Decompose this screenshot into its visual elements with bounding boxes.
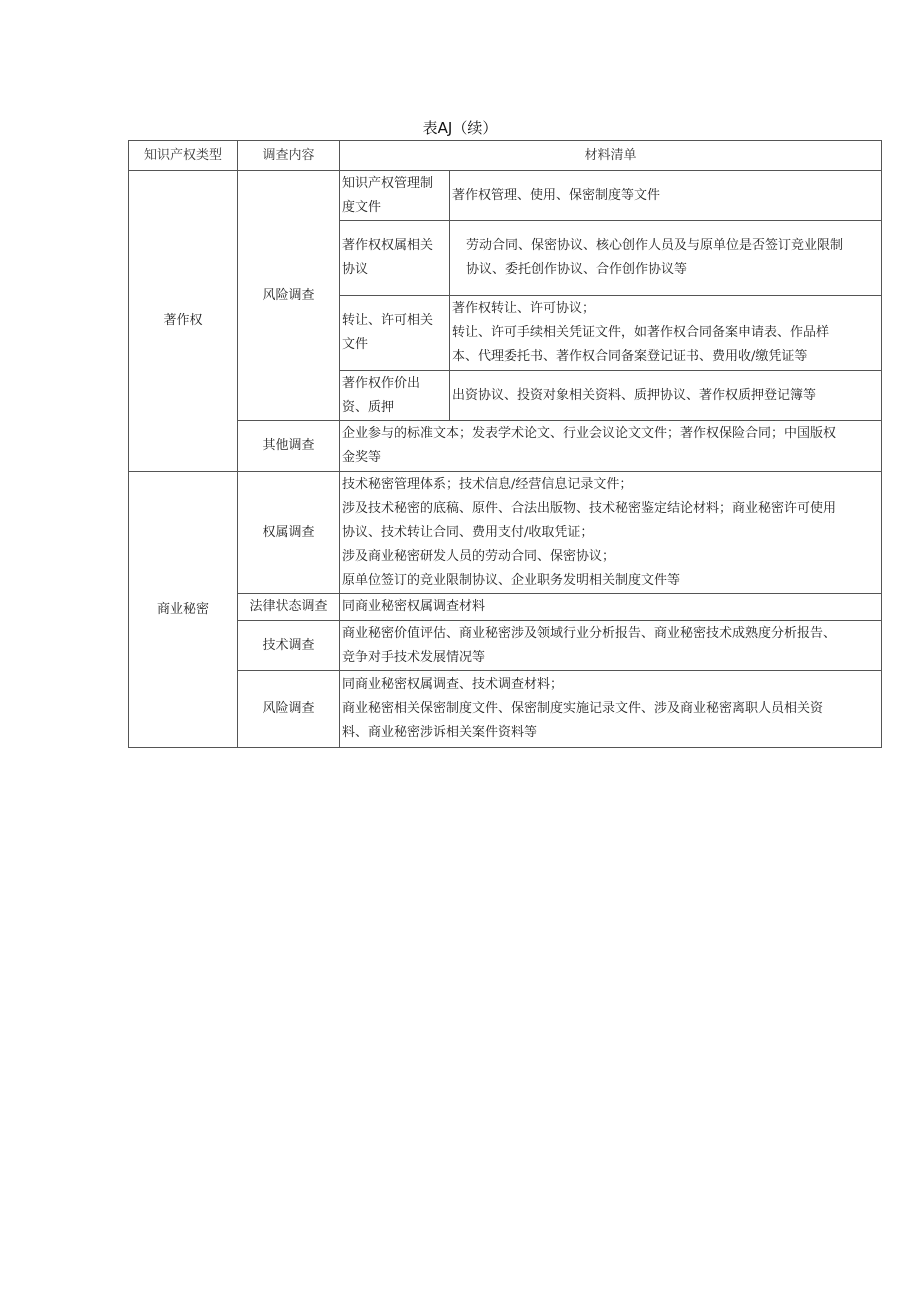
material-cell: 劳动合同、保密协议、核心创作人员及与原单位是否签订竞业限制 协议、委托创作协议、合作创作协议等 [450,221,882,296]
header-material-list: 材料清单 [340,141,882,171]
material-cell: 商业秘密价值评估、商业秘密涉及领域行业分析报告、商业秘密技术成熟度分析报告、 竞争对手技术发展情况等 [340,621,882,671]
survey-item: 著作权作价出 资、质押 [340,371,450,421]
survey-risk: 风险调查 [238,171,340,421]
material-cell: 出资协议、投资对象相关资料、质押协议、著作权质押登记簿等 [450,371,882,421]
header-survey-content: 调查内容 [238,141,340,171]
table-row [129,472,882,594]
table-row [129,421,882,472]
survey-other: 其他调查 [238,421,340,472]
table-row [129,671,882,748]
survey-item: 转让、许可相关 文件 [340,296,450,371]
ip-type-trade-secret: 商业秘密 [129,472,238,748]
survey-item: 著作权权属相关 协议 [340,221,450,296]
survey-ownership: 权属调查 [238,472,340,594]
survey-legal-status: 法律状态调查 [238,594,340,621]
material-cell: 同商业秘密权属调查、技术调查材料； 商业秘密相关保密制度文件、保密制度实施记录文件、涉及商业秘密离职人员相关资 料、商业秘密涉诉相关案件资料等 [340,671,882,748]
material-cell: 著作权管理、使用、保密制度等文件 [450,171,882,221]
material-cell: 同商业秘密权属调查材料 [340,594,882,621]
table-row [129,621,882,671]
survey-risk-secret: 风险调查 [238,671,340,748]
table-row [129,171,882,221]
material-cell: 著作权转让、许可协议； 转让、许可手续相关凭证文件，如著作权合同备案申请表、作品样 本、代理委托书、著作权合同备案登记证书、费用收/缴凭证等 [450,296,882,371]
materials-table [128,140,882,748]
survey-technical: 技术调查 [238,621,340,671]
material-cell: 企业参与的标准文本；发表学术论文、行业会议论文文件；著作权保险合同；中国版权 金奖等 [340,421,882,472]
survey-item: 知识产权管理制 度文件 [340,171,450,221]
ip-type-copyright: 著作权 [129,171,238,472]
header-row [129,141,882,171]
table-title: 表AJ（续） [422,119,498,137]
material-cell: 技术秘密管理体系；技术信息/经营信息记录文件； 涉及技术秘密的底稿、原件、合法出版物、技术秘密鉴定结论材料；商业秘密许可使用 协议、技术转让合同、费用支付/收取凭证； 涉及商业秘密研发人员的劳动合同、保密协议； 原单位签订的竞业限制协议、企业职务发明相关制度文件等 [340,472,882,594]
table-row [129,594,882,621]
header-ip-type: 知识产权类型 [129,141,238,171]
